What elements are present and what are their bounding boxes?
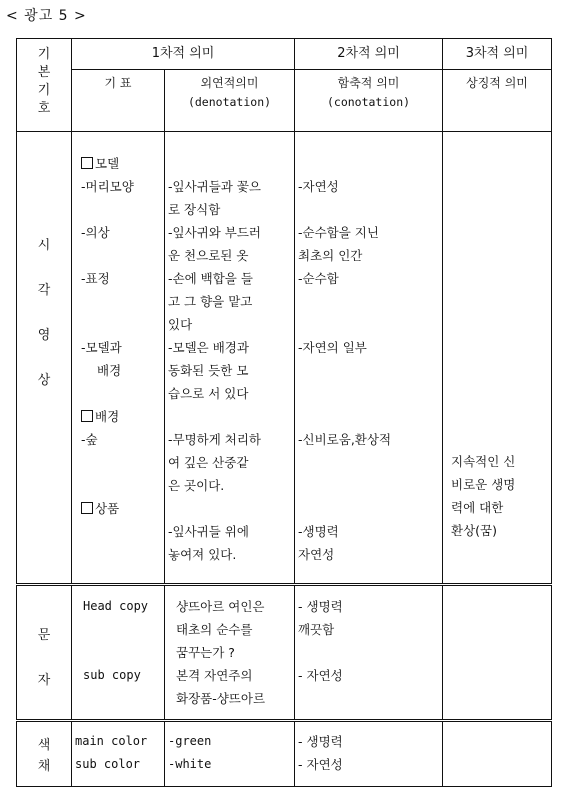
symbolic-header: 상징적 의미 <box>443 70 552 132</box>
text-denotation-cell: 샹뜨아르 여인은 태초의 순수를 꿈꾸는가 ? 본격 자연주의 화장품-샹뜨아르 <box>165 585 295 721</box>
text-symbolic-cell <box>443 585 552 721</box>
basic-symbol-header: 기 본 기 호 <box>17 39 72 132</box>
visual-connotation-cell: -자연성 -순수함을 지닌 최초의 인간 -순수함 -자연의 일부 -신비로움,환상적 -생명력 자연성 <box>295 132 443 585</box>
visual-denotation-cell: -잎사귀들과 꽃으 로 장식함 -잎사귀와 부드러 운 천으로된 옷 -손에 백합을 들 고 그 향을 맡고 있다 -모델은 배경과 동화된 듯한 모 습으로 서 있다 -무명하게 처리하 여 깊은 산중같 은 곳이다. -잎사귀들 위에 놓여져 있다. <box>165 132 295 585</box>
visual-symbolic-cell: 지속적인 신 비로운 생명 력에 대한 환상(꿈) <box>443 132 552 585</box>
checkbox-icon <box>81 502 93 514</box>
level2-header: 2차적 의미 <box>295 39 443 70</box>
semiotic-analysis-table <box>16 38 552 787</box>
color-connotation-cell: - 생명력 - 자연성 <box>295 721 443 787</box>
connotation-header: 함축적 의미 (conotation) <box>295 70 443 132</box>
figure-caption: < 광고 5 > <box>6 8 87 24</box>
level1-header: 1차적 의미 <box>72 39 295 70</box>
visual-signifier-cell: 모델 -머리모양 -의상 -표정 -모델과 배경 배경 -숲 상품 <box>72 132 165 585</box>
visual-label: 시 각 영 상 <box>17 132 72 585</box>
checkbox-icon <box>81 157 93 169</box>
signifier-header: 기 표 <box>72 70 165 132</box>
text-label: 문 자 <box>17 585 72 721</box>
color-denotation-cell: -green -white <box>165 721 295 787</box>
checkbox-icon <box>81 410 93 422</box>
color-label: 색 채 <box>17 721 72 787</box>
color-symbolic-cell <box>443 721 552 787</box>
text-connotation-cell: - 생명력 깨끗함 - 자연성 <box>295 585 443 721</box>
denotation-header: 외연적의미 (denotation) <box>165 70 295 132</box>
text-signifier-cell: Head copy sub copy <box>72 585 165 721</box>
color-signifier-cell: main color sub color <box>72 721 165 787</box>
level3-header: 3차적 의미 <box>443 39 552 70</box>
